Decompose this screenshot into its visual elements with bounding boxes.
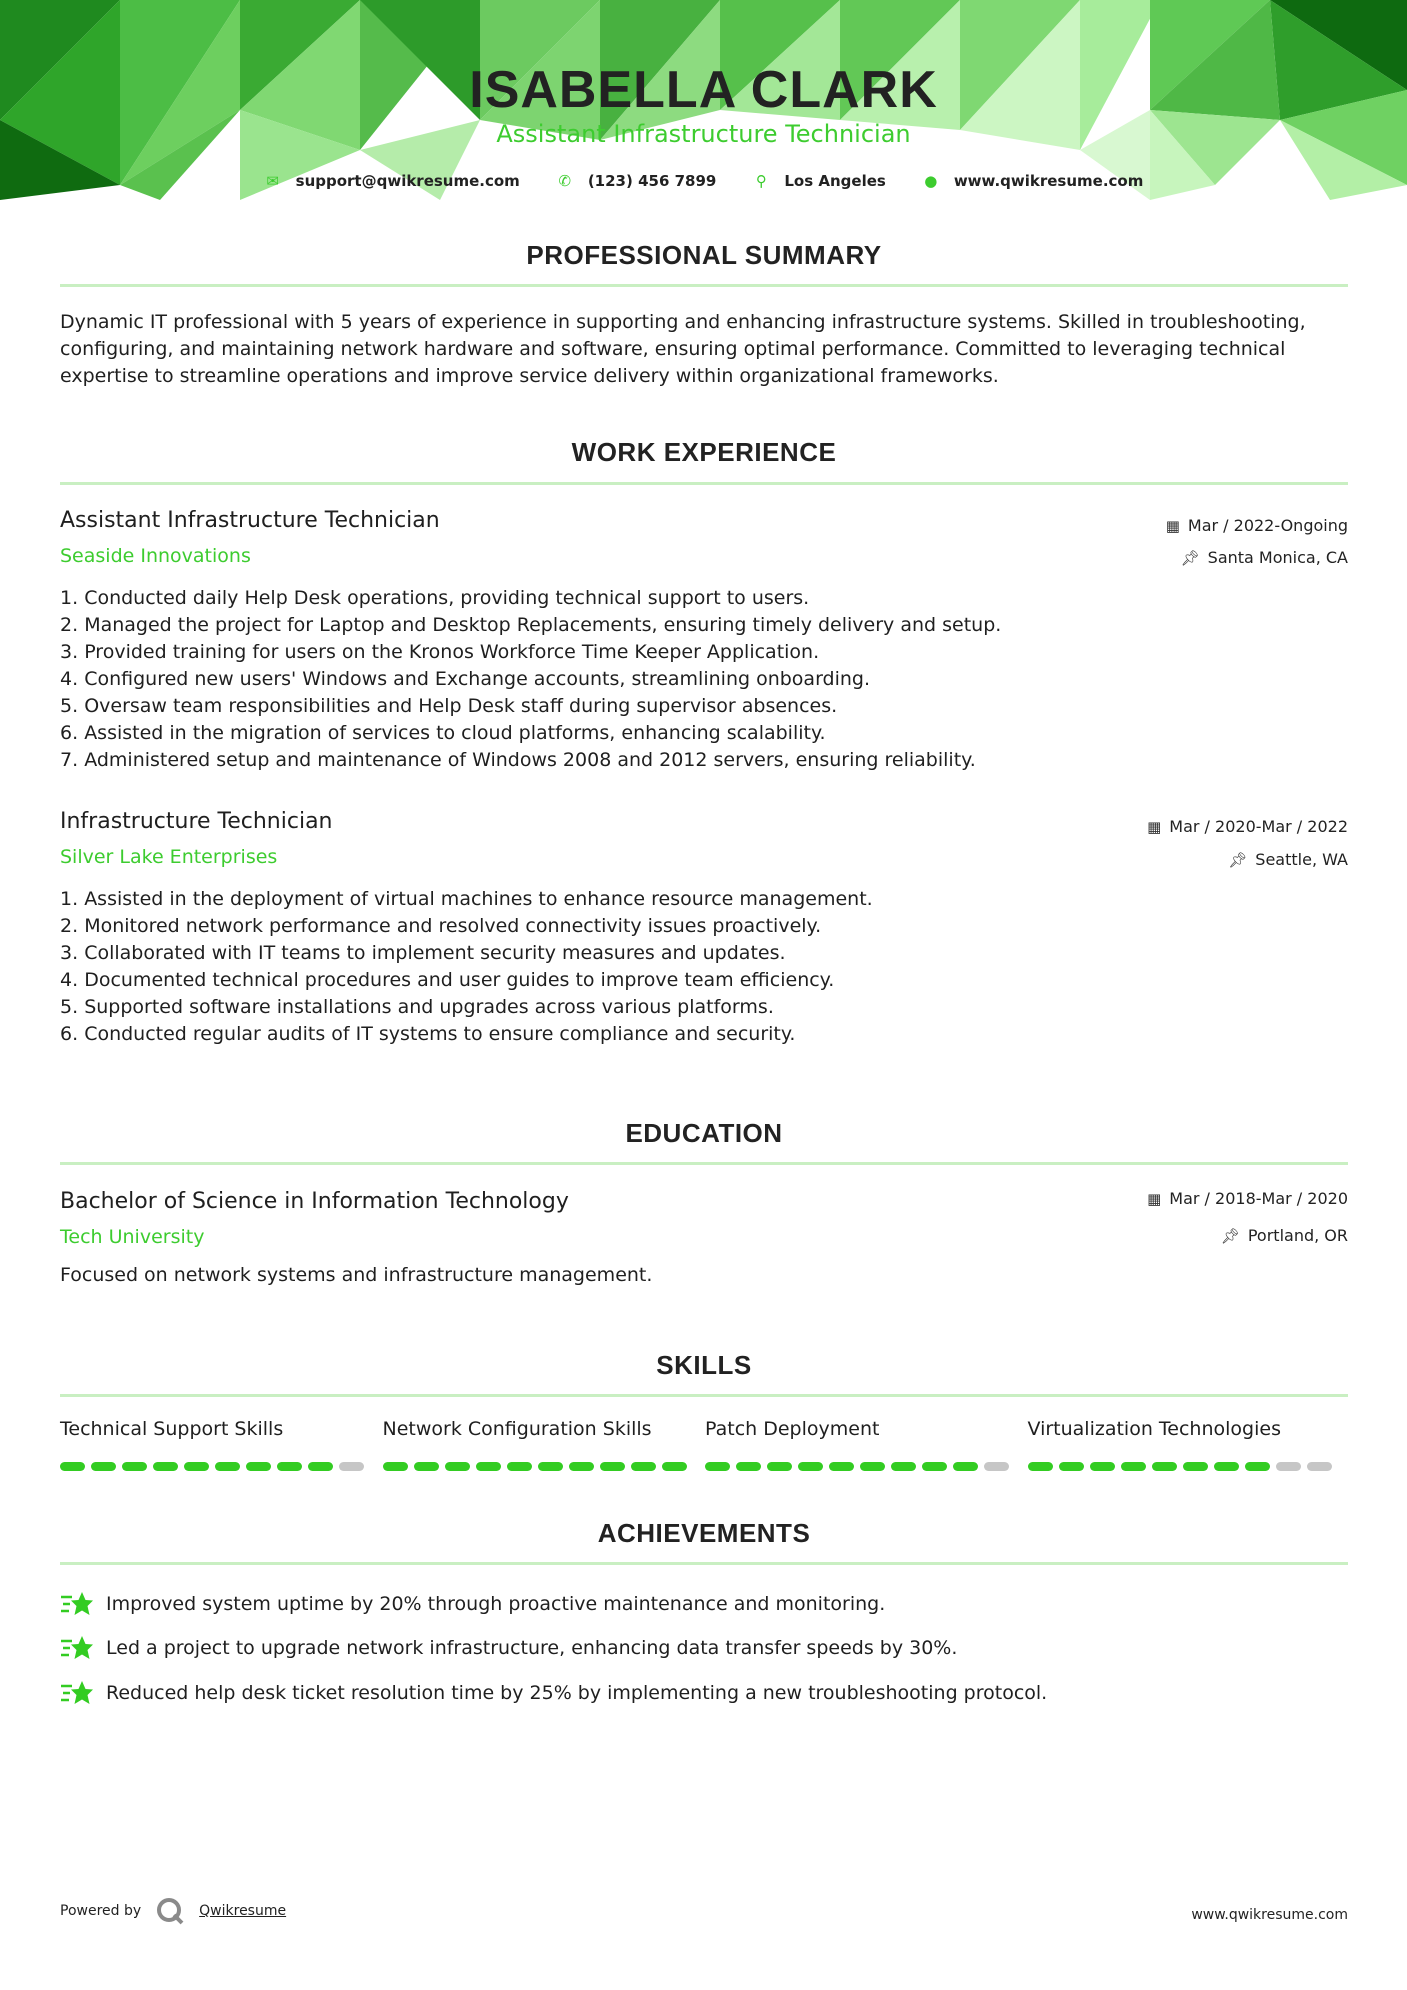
envelope-icon: ✉	[266, 172, 279, 190]
job-location-text: Seattle, WA	[1255, 850, 1348, 869]
job-dates-text: Mar / 2022-Ongoing	[1187, 516, 1348, 535]
job-location-text: Santa Monica, CA	[1207, 548, 1348, 567]
skill-level-dot	[600, 1462, 625, 1471]
skill-name: Patch Deployment	[705, 1418, 880, 1440]
list-item: Managed the project for Laptop and Desktop Replacements, ensuring timely delivery and setup.	[84, 614, 1002, 636]
contact-phone-text: (123) 456 7899	[587, 172, 717, 190]
skill-level-dot	[1214, 1462, 1239, 1471]
achievement-item	[60, 1634, 957, 1662]
experience-heading: WORK EXPERIENCE	[571, 437, 837, 467]
section-divider	[60, 284, 1348, 287]
skill-level-dot	[922, 1462, 947, 1471]
candidate-headline: Assistant Infrastructure Technician	[496, 120, 911, 148]
skill-level-dot	[569, 1462, 594, 1471]
skill-level-dot	[339, 1462, 364, 1471]
skill-level-dot	[1183, 1462, 1208, 1471]
contact-email-text: support@qwikresume.com	[295, 172, 520, 190]
list-item: Assisted in the migration of services to cloud platforms, enhancing scalability.	[84, 722, 826, 744]
job-dates	[1166, 516, 1348, 535]
skill-level-dot	[122, 1462, 147, 1471]
job-responsibilities	[60, 585, 1350, 774]
section-divider	[60, 1562, 1348, 1565]
skills-grid	[60, 1418, 1350, 1471]
education-heading: EDUCATION	[625, 1118, 783, 1148]
calendar-icon: ▦	[1147, 817, 1162, 836]
skill-level-dot	[1245, 1462, 1270, 1471]
skill-level-dot	[891, 1462, 916, 1471]
skill-level-dot	[538, 1462, 563, 1471]
skill-level-dot	[507, 1462, 532, 1471]
degree-title: Bachelor of Science in Information Technology	[60, 1189, 569, 1214]
skill-level-dot	[736, 1462, 761, 1471]
list-item: Assisted in the deployment of virtual machines to enhance resource management.	[84, 888, 873, 910]
section-divider	[60, 1162, 1348, 1165]
education-description: Focused on network systems and infrastructure management.	[60, 1264, 653, 1286]
skill-item	[705, 1418, 1028, 1471]
skill-level-dot	[953, 1462, 978, 1471]
company-name: Seaside Innovations	[60, 545, 251, 567]
skill-level-meter	[383, 1462, 706, 1471]
section-divider	[60, 1394, 1348, 1397]
skill-level-dot	[414, 1462, 439, 1471]
skill-item	[383, 1418, 706, 1471]
star-badge-icon	[60, 1590, 94, 1618]
star-badge-icon	[60, 1634, 94, 1662]
job-dates-text: Mar / 2020-Mar / 2022	[1169, 817, 1348, 836]
list-item: Conducted regular audits of IT systems to ensure compliance and security.	[84, 1023, 796, 1045]
skill-level-dot	[246, 1462, 271, 1471]
skill-level-dot	[767, 1462, 792, 1471]
skill-level-dot	[1307, 1462, 1332, 1471]
list-item: Monitored network performance and resolved connectivity issues proactively.	[84, 915, 822, 937]
skill-level-meter	[1028, 1462, 1351, 1471]
skill-level-dot	[476, 1462, 501, 1471]
job-title: Assistant Infrastructure Technician	[60, 508, 440, 533]
skill-level-dot	[60, 1462, 85, 1471]
skill-level-dot	[308, 1462, 333, 1471]
contact-location	[752, 172, 885, 190]
summary-heading: PROFESSIONAL SUMMARY	[526, 240, 882, 270]
skill-level-dot	[1059, 1462, 1084, 1471]
skill-level-meter	[705, 1462, 1028, 1471]
contact-website-text: www.qwikresume.com	[953, 172, 1144, 190]
skill-name: Technical Support Skills	[60, 1418, 284, 1440]
pin-icon: 📌︎	[1180, 548, 1200, 567]
map-pin-icon: ⚲	[755, 172, 767, 190]
list-item: Conducted daily Help Desk operations, providing technical support to users.	[84, 587, 810, 609]
skill-level-dot	[215, 1462, 240, 1471]
achievements-heading: ACHIEVEMENTS	[597, 1518, 811, 1548]
skills-heading: SKILLS	[656, 1350, 752, 1380]
skill-name: Network Configuration Skills	[382, 1418, 652, 1440]
skill-level-dot	[1090, 1462, 1115, 1471]
list-item: Oversaw team responsibilities and Help Desk staff during supervisor absences.	[84, 695, 838, 717]
skill-level-dot	[860, 1462, 885, 1471]
list-item: Configured new users' Windows and Exchange accounts, streamlining onboarding.	[84, 668, 871, 690]
list-item: Supported software installations and upgrades across various platforms.	[84, 996, 774, 1018]
skill-level-dot	[984, 1462, 1009, 1471]
company-name: Silver Lake Enterprises	[60, 846, 278, 868]
contact-website[interactable]	[922, 172, 1144, 190]
pin-icon: 📌︎	[1220, 1226, 1240, 1245]
job-title: Infrastructure Technician	[60, 809, 333, 834]
list-item: Provided training for users on the Kronos Workforce Time Keeper Application.	[84, 641, 820, 663]
section-divider	[60, 482, 1348, 485]
contact-phone[interactable]	[556, 172, 717, 190]
footer-website[interactable]: www.qwikresume.com	[1191, 1907, 1348, 1923]
achievement-text: Led a project to upgrade network infrastructure, enhancing data transfer speeds by 30%.	[106, 1637, 958, 1659]
calendar-icon: ▦	[1165, 516, 1180, 535]
footer-branding	[60, 1896, 286, 1926]
job-location	[1228, 850, 1348, 869]
skill-level-dot	[631, 1462, 656, 1471]
globe-icon: ●	[924, 172, 938, 190]
skill-level-dot	[798, 1462, 823, 1471]
skill-level-dot	[1028, 1462, 1053, 1471]
skill-level-dot	[277, 1462, 302, 1471]
skill-level-dot	[445, 1462, 470, 1471]
contact-email[interactable]	[264, 172, 520, 190]
skill-level-dot	[184, 1462, 209, 1471]
candidate-name: ISABELLA CLARK	[469, 61, 938, 119]
qwikresume-link[interactable]: Qwikresume	[199, 1903, 287, 1919]
skill-level-dot	[705, 1462, 730, 1471]
phone-icon: ✆	[558, 172, 572, 190]
achievement-item	[60, 1590, 885, 1618]
skill-level-dot	[1276, 1462, 1301, 1471]
education-dates-text: Mar / 2018-Mar / 2020	[1169, 1189, 1348, 1208]
skill-item	[60, 1418, 383, 1471]
star-badge-icon	[60, 1679, 94, 1707]
education-location	[1221, 1226, 1348, 1245]
skill-level-dot	[1152, 1462, 1177, 1471]
skill-level-dot	[1121, 1462, 1146, 1471]
job-dates	[1147, 817, 1348, 836]
contact-bar	[0, 172, 1407, 190]
skill-level-dot	[829, 1462, 854, 1471]
education-location-text: Portland, OR	[1247, 1226, 1348, 1245]
skill-level-dot	[662, 1462, 687, 1471]
pin-icon: 📌︎	[1228, 850, 1248, 869]
summary-text: Dynamic IT professional with 5 years of experience in supporting and enhancing infrastructure systems. Skilled in troubleshooting, configuring, and maintaining network hardware and software, ensuring optimal performance. Committed to leveraging technical expertise to streamline operations and improve service delivery within organizational frameworks.	[60, 311, 1306, 387]
skill-item	[1028, 1418, 1351, 1471]
job-location	[1181, 548, 1348, 567]
skill-level-dot	[153, 1462, 178, 1471]
contact-location-text: Los Angeles	[784, 172, 886, 190]
list-item: Collaborated with IT teams to implement security measures and updates.	[84, 942, 786, 964]
achievement-text: Improved system uptime by 20% through proactive maintenance and monitoring.	[106, 1593, 886, 1615]
education-dates	[1147, 1189, 1348, 1208]
calendar-icon: ▦	[1147, 1189, 1162, 1208]
job-responsibilities	[60, 886, 1350, 1048]
achievement-text: Reduced help desk ticket resolution time by 25% by implementing a new troubleshooting protocol.	[106, 1682, 1048, 1704]
skill-level-dot	[383, 1462, 408, 1471]
qwikresume-logo-icon	[155, 1896, 185, 1926]
list-item: Documented technical procedures and user guides to improve team efficiency.	[84, 969, 835, 991]
powered-by-label: Powered by	[60, 1903, 142, 1919]
skill-name: Virtualization Technologies	[1027, 1418, 1281, 1440]
skill-level-dot	[91, 1462, 116, 1471]
list-item: Administered setup and maintenance of Windows 2008 and 2012 servers, ensuring reliability.	[84, 749, 976, 771]
achievement-item	[60, 1679, 1047, 1707]
skill-level-meter	[60, 1462, 383, 1471]
school-name: Tech University	[60, 1226, 205, 1248]
